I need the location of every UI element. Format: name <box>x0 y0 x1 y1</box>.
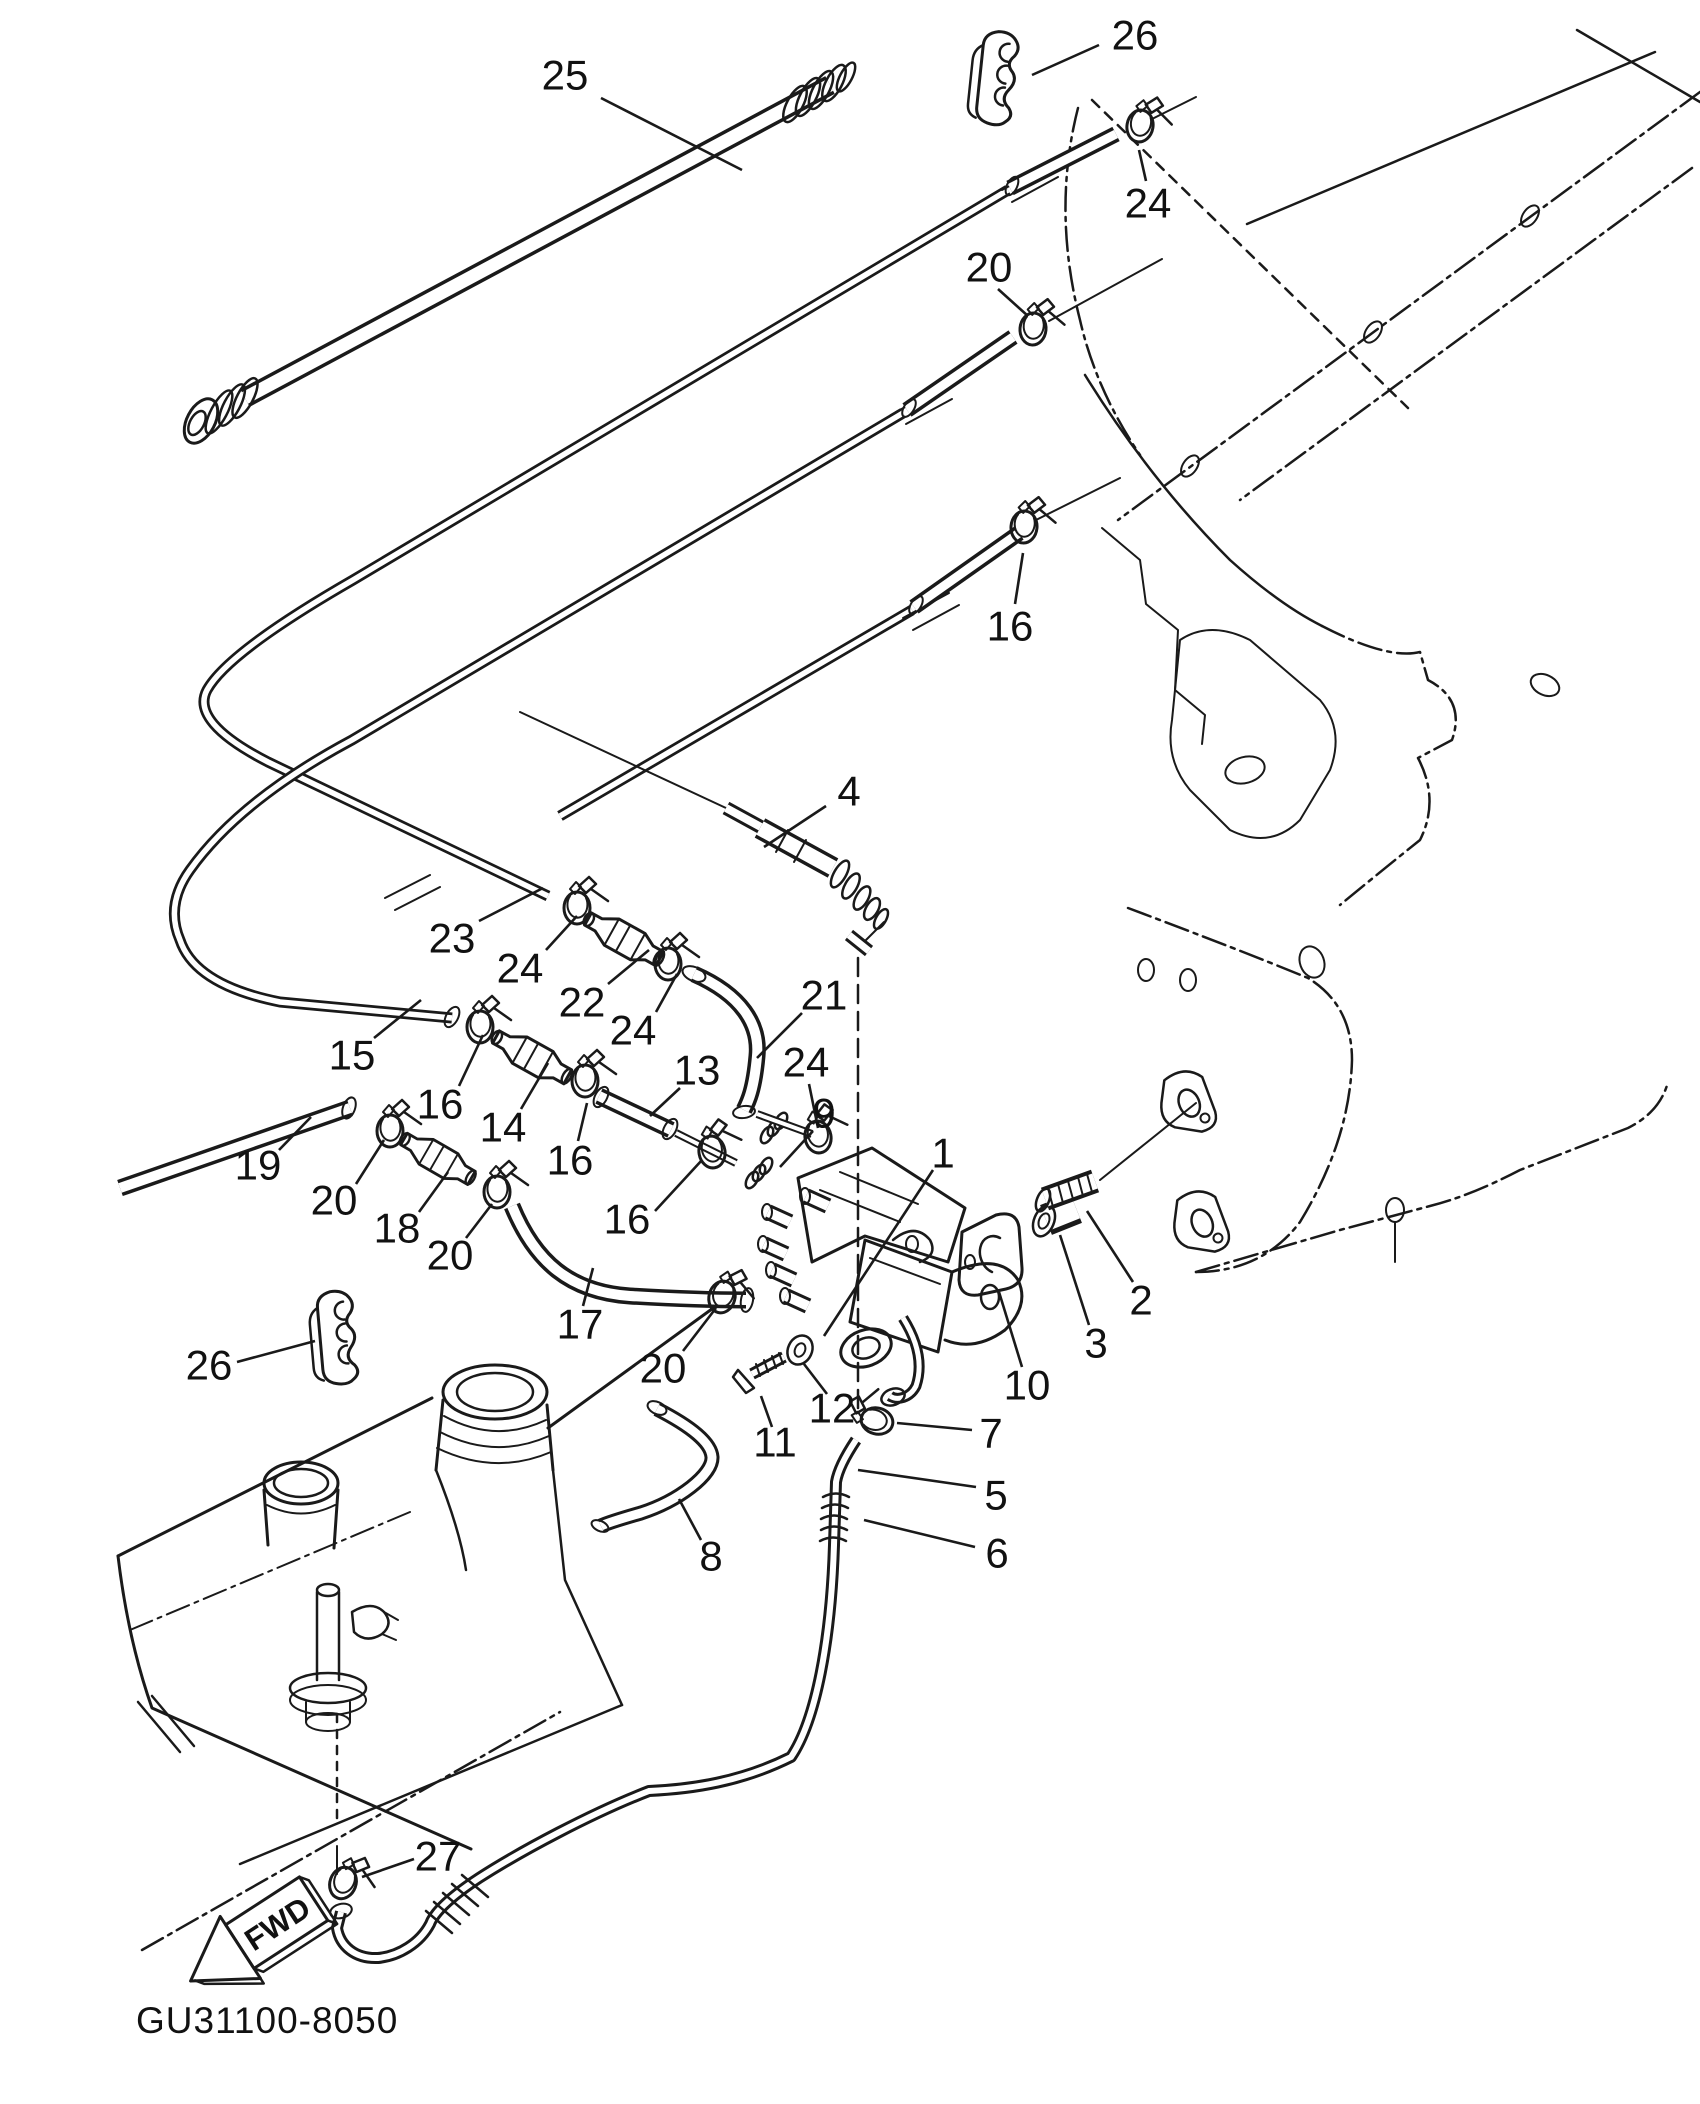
oil-hoses-lower <box>325 1398 856 1958</box>
callout-leader-22-8 <box>608 950 649 984</box>
callout-label-24-7: 24 <box>496 944 544 992</box>
callouts-layer <box>186 12 1172 1880</box>
callout-label-24-9: 24 <box>609 1006 657 1054</box>
callout-leader-23-6 <box>479 888 543 921</box>
callout-leader-16-18 <box>655 1160 702 1211</box>
fwd-label: FWD <box>238 1890 317 1958</box>
callout-label-20-35: 20 <box>639 1344 687 1392</box>
callout-label-22-8: 22 <box>558 978 606 1026</box>
callout-label-8-33: 8 <box>699 1532 723 1580</box>
callout-leader-20-35 <box>683 1308 716 1351</box>
callout-label-16-18: 16 <box>603 1195 651 1243</box>
callout-leader-6-32 <box>864 1520 975 1547</box>
callout-leader-24-2 <box>1139 150 1146 181</box>
callout-leader-16-4 <box>1015 553 1023 604</box>
fwd-arrow <box>170 1865 343 2016</box>
callout-label-26-34: 26 <box>185 1341 233 1389</box>
callout-label-17-23: 17 <box>556 1300 604 1348</box>
callout-leader-20-20 <box>356 1140 384 1184</box>
callout-label-2-25: 2 <box>1129 1276 1153 1324</box>
callout-label-20-22: 20 <box>426 1231 474 1279</box>
callout-label-18-21: 18 <box>373 1204 421 1252</box>
joint-pipes-top <box>899 93 1196 616</box>
callout-label-11-29: 11 <box>753 1418 797 1466</box>
callout-leader-26-1 <box>1032 45 1099 75</box>
drawing-code: GU31100-8050 <box>136 2000 399 2041</box>
callout-label-14-13: 14 <box>479 1103 527 1151</box>
callout-label-24-15: 24 <box>782 1038 830 1086</box>
callout-leader-26-34 <box>237 1341 315 1362</box>
cable-holder-left <box>307 1290 359 1387</box>
callout-leader-3-26 <box>1060 1235 1089 1325</box>
callout-label-26-1: 26 <box>1111 11 1159 59</box>
callout-label-20-3: 20 <box>965 243 1013 291</box>
callout-leader-9-16 <box>780 1131 813 1167</box>
callout-label-25-0: 25 <box>541 51 589 99</box>
oil-pump-assembly <box>733 1101 1022 1438</box>
callout-label-21-10: 21 <box>800 971 848 1019</box>
oil-tank-breather-tube <box>177 60 858 449</box>
callout-label-6-32: 6 <box>985 1529 1009 1577</box>
callout-label-1-24: 1 <box>931 1129 955 1177</box>
callout-label-13-14: 13 <box>673 1046 721 1094</box>
callout-leader-18-21 <box>419 1172 448 1212</box>
callout-label-16-17: 16 <box>546 1136 594 1184</box>
callout-leader-24-7 <box>546 916 577 950</box>
callout-label-16-12: 16 <box>416 1080 464 1128</box>
callout-label-9-16: 9 <box>812 1089 836 1137</box>
callout-leader-2-25 <box>1087 1211 1133 1282</box>
callout-leader-16-12 <box>459 1035 483 1086</box>
callout-label-4-5: 4 <box>837 767 861 815</box>
callout-leader-5-31 <box>858 1470 976 1487</box>
callout-label-5-31: 5 <box>984 1471 1008 1519</box>
callout-leader-7-30 <box>897 1423 972 1430</box>
callout-label-23-6: 23 <box>428 914 476 962</box>
cable-holder-top <box>966 29 1019 126</box>
callout-label-24-2: 24 <box>1124 179 1172 227</box>
callout-label-19-19: 19 <box>234 1141 282 1189</box>
callout-label-12-28: 12 <box>808 1384 856 1432</box>
callout-label-15-11: 15 <box>328 1031 376 1079</box>
callout-label-10-27: 10 <box>1003 1361 1051 1409</box>
callout-label-20-20: 20 <box>310 1176 358 1224</box>
callout-leader-16-17 <box>578 1103 587 1141</box>
callout-leader-27-36 <box>362 1859 414 1877</box>
callout-label-7-30: 7 <box>979 1409 1003 1457</box>
callout-label-3-26: 3 <box>1084 1319 1108 1367</box>
callout-label-27-36: 27 <box>414 1832 462 1880</box>
callout-label-16-4: 16 <box>986 602 1034 650</box>
callout-leader-10-27 <box>999 1292 1022 1367</box>
callout-leader-20-3 <box>998 289 1028 316</box>
callout-leader-8-33 <box>679 1499 701 1540</box>
